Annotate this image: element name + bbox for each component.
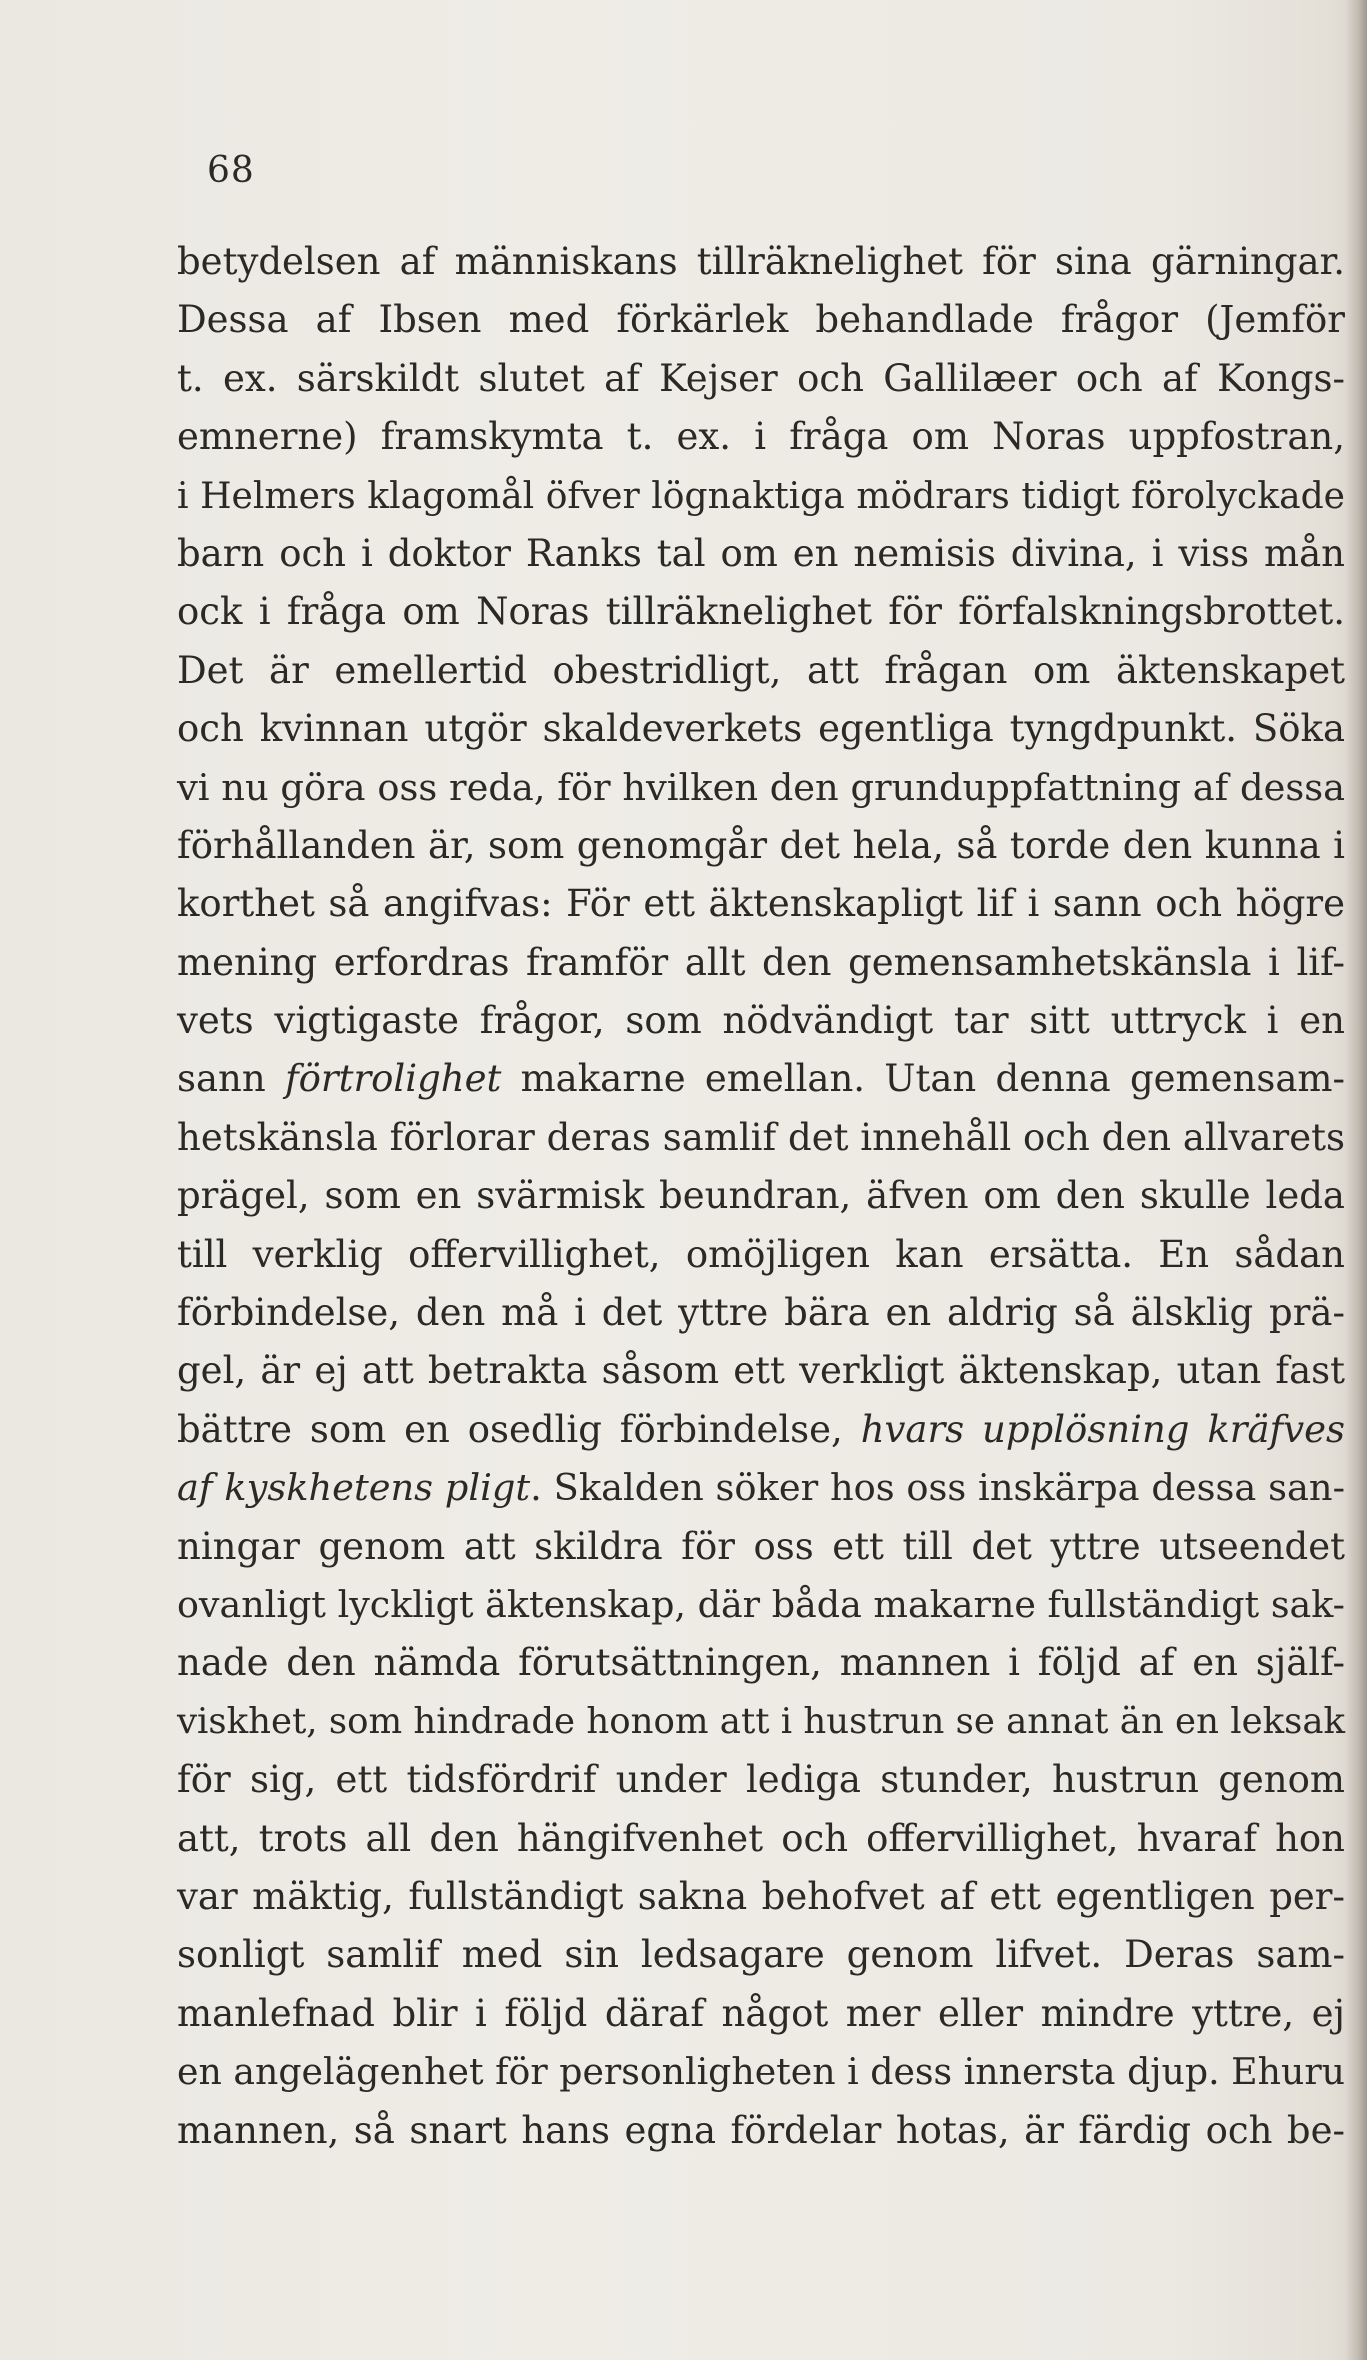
text-line: prägel, som en svärmisk beundran, äfven om den skulle leda bbox=[177, 1174, 1345, 1218]
page-edge-shadow bbox=[1345, 0, 1367, 2360]
text-line: Det är emellertid obestridligt, att frågan om äktenskapet bbox=[177, 648, 1345, 692]
text-line: Dessa af Ibsen med förkärlek behandlade frågor (Jemför bbox=[177, 298, 1345, 342]
text-line: ovanligt lyckligt äktenskap, där båda makarne fullständigt sak- bbox=[177, 1582, 1345, 1626]
text-line: sonligt samlif med sin ledsagare genom lifvet. Deras sam- bbox=[177, 1933, 1345, 1977]
text-line: viskhet, som hindrade honom att i hustrun se annat än en leksak bbox=[177, 1700, 1345, 1742]
text-line: att, trots all den hängifvenhet och offervillighet, hvaraf hon bbox=[177, 1816, 1345, 1860]
text-line: af kyskhetens pligt. Skalden söker hos oss inskärpa dessa san- bbox=[177, 1466, 1345, 1510]
text-line: ock i fråga om Noras tillräknelighet för förfalskningsbrottet. bbox=[177, 590, 1345, 634]
text-line: barn och i doktor Ranks tal om en nemisis divina, i viss mån bbox=[177, 531, 1345, 575]
text-line: till verklig offervillighet, omöjligen kan ersätta. En sådan bbox=[177, 1232, 1345, 1276]
text-line: och kvinnan utgör skaldeverkets egentliga tyngdpunkt. Söka bbox=[177, 707, 1345, 751]
text-line: var mäktig, fullständigt sakna behofvet af ett egentligen per- bbox=[177, 1874, 1345, 1918]
text-line: emnerne) framskymta t. ex. i fråga om Noras uppfostran, bbox=[177, 415, 1345, 459]
text-line: förhållanden är, som genomgår det hela, så torde den kunna i bbox=[177, 823, 1345, 867]
text-line: ningar genom att skildra för oss ett till det yttre utseendet bbox=[177, 1524, 1345, 1568]
text-line: förbindelse, den må i det yttre bära en aldrig så älsklig prä- bbox=[177, 1291, 1345, 1335]
text-line: mannen, så snart hans egna fördelar hotas, är färdig och be- bbox=[177, 2108, 1345, 2152]
page-number: 68 bbox=[207, 150, 255, 191]
text-line: mening erfordras framför allt den gemensamhetskänsla i lif- bbox=[177, 940, 1345, 984]
text-line: betydelsen af människans tillräknelighet för sina gärningar. bbox=[177, 240, 1345, 283]
text-line: för sig, ett tidsfördrif under lediga stunder, hustrun genom bbox=[177, 1758, 1345, 1802]
emphasis-text: hvars upplösning kräfves bbox=[860, 1407, 1345, 1451]
emphasis-text: förtrolighet bbox=[284, 1057, 502, 1101]
text-line: vets vigtigaste frågor, som nödvändigt tar sitt uttryck i en bbox=[177, 999, 1345, 1043]
text-line: t. ex. särskildt slutet af Kejser och Gallilæer och af Kongs- bbox=[177, 356, 1345, 400]
text-line: nade den nämda förutsättningen, mannen i följd af en själf- bbox=[177, 1641, 1345, 1685]
emphasis-text: af kyskhetens pligt bbox=[177, 1466, 531, 1510]
text-line: sann förtrolighet makarne emellan. Utan denna gemensam- bbox=[177, 1057, 1345, 1101]
text-line: manlefnad blir i följd däraf något mer eller mindre yttre, ej bbox=[177, 1991, 1345, 2035]
body-text bbox=[177, 233, 1345, 2160]
text-line: vi nu göra oss reda, för hvilken den grunduppfattning af dessa bbox=[177, 765, 1345, 809]
text-line: gel, är ej att betrakta såsom ett verkligt äktenskap, utan fast bbox=[177, 1349, 1345, 1393]
text-line: hetskänsla förlorar deras samlif det innehåll och den allvarets bbox=[177, 1115, 1345, 1159]
text-line: bättre som en osedlig förbindelse, hvars upplösning kräfves bbox=[177, 1407, 1345, 1451]
text-line: en angelägenhet för personligheten i dess innersta djup. Ehuru bbox=[177, 2050, 1345, 2094]
text-line: i Helmers klagomål öfver lögnaktiga mödrars tidigt förolyckade bbox=[177, 474, 1345, 517]
text-line: korthet så angifvas: För ett äktenskapligt lif i sann och högre bbox=[177, 882, 1345, 926]
